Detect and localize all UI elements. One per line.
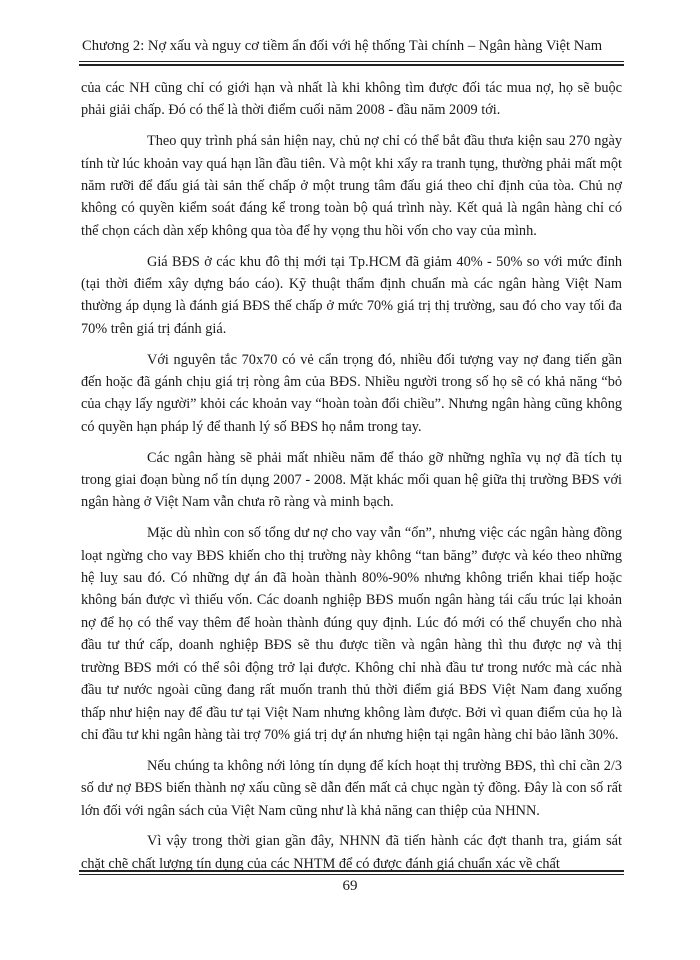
header-rule-thick xyxy=(79,64,624,66)
footer-rule-thin xyxy=(79,874,624,875)
page-number: 69 xyxy=(342,878,358,894)
page-body xyxy=(81,77,622,884)
paragraph: Các ngân hàng sẽ phải mất nhiều năm để tháo gỡ những nghĩa vụ nợ đã tích tụ trong giai đoạn bùng nổ tín dụng 2007 - 2008. Mặt khác mối quan hệ giữa thị trường BĐS với ngân hàng ở Việt Nam vẫn chưa rõ ràng và minh bạch. xyxy=(81,449,622,511)
paragraph: Giá BĐS ở các khu đô thị mới tại Tp.HCM đã giảm 40% - 50% so với mức đỉnh (tại thời điểm xây dựng báo cáo). Kỹ thuật thẩm định chuẩn mà các ngân hàng Việt Nam thường áp dụng là đánh giá BĐS thế chấp ở mức 70% giá trị thị trường, sau đó cho vay tối đa 70% trên giá trị đánh giá. xyxy=(81,253,622,337)
paragraph-continuation: của các NH cũng chỉ có giới hạn và nhất là khi không tìm được đối tác mua nợ, họ sẽ buộc phải giải chấp. Đó có thể là thời điểm cuối năm 2008 - đầu năm 2009 tới. xyxy=(81,80,622,119)
paragraph: Với nguyên tắc 70x70 có vẻ cẩn trọng đó, nhiều đối tượng vay nợ đang tiến gần đến hoặc đã gánh chịu giá trị ròng âm của BĐS. Nhiều người trong số họ sẽ có khả năng “bỏ của chạy lấy người” khỏi các khoản vay “hoàn toàn đổi chiều”. Nhưng ngân hàng cũng không có quyền hạn pháp lý để thanh lý số BĐS họ nắm trong tay. xyxy=(81,351,622,435)
paragraph: Nếu chúng ta không nới lỏng tín dụng để kích hoạt thị trường BĐS, thì chỉ cần 2/3 số dư nợ BĐS biến thành nợ xấu cũng sẽ dẫn đến mất cả chục ngàn tỷ đồng. Đây là con số rất lớn đối với ngân sách của Việt Nam cũng như là khả năng can thiệp của NHNN. xyxy=(81,757,622,819)
paragraph: Vì vậy trong thời gian gần đây, NHNN đã tiến hành các đợt thanh tra, giám sát chặt chẽ chất lượng tín dụng của các NHTM để có được đánh giá chuẩn xác về chất xyxy=(81,833,622,872)
running-header: Chương 2: Nợ xấu và nguy cơ tiềm ẩn đối với hệ thống Tài chính – Ngân hàng Việt Nam xyxy=(82,38,603,54)
paragraph: Theo quy trình phá sản hiện nay, chủ nợ chỉ có thể bắt đầu thưa kiện sau 270 ngày tính từ lúc khoản vay quá hạn lần đầu tiên. Và một khi xẩy ra tranh tụng, thường phải mất một năm rưỡi để đấu giá tài sản thế chấp ở một trung tâm đấu giá theo chỉ định của tòa. Chủ nợ không có quyền kiểm soát đáng kể trong toàn bộ quá trình này. Kết quả là ngân hàng chỉ có thể chọn cách dàn xếp không qua tòa để hy vọng thu hồi vốn cho vay của mình. xyxy=(81,133,622,239)
footer-rule-thick xyxy=(79,870,624,872)
paragraph: Mặc dù nhìn con số tổng dư nợ cho vay vẫn “ổn”, nhưng việc các ngân hàng đồng loạt ngừng cho vay BĐS khiến cho thị trường này không “tan băng” được và kéo theo những hệ luỵ sau đó. Có những dự án đã hoàn thành 80%-90% nhưng không triển khai tiếp hoặc không bán được vì thiếu vốn. Các doanh nghiệp BĐS muốn ngân hàng tái cấu trúc lại khoản nợ để họ có thể vay thêm để hoàn thành đúng quy định. Lúc đó mới có thể chuyển cho nhà đầu tư thứ cấp, doanh nghiệp BĐS sẽ thu được tiền và ngân hàng thì thu được nợ và thị trường BĐS mới có thể sôi động trở lại được. Không chỉ nhà đầu tư trong nước mà các nhà đầu tư nước ngoài cũng đang rất muốn tranh thủ thời điểm giá BĐS Việt Nam đang xuống thấp như hiện nay để đầu tư tại Việt Nam nhưng không làm được. Bởi vì quan điểm của họ là chỉ đầu tư khi ngân hàng tài trợ 70% giá trị dự án nhưng hiện tại ngân hàng chỉ bảo lãnh 30%. xyxy=(81,525,622,743)
header-rule-thin xyxy=(79,61,624,62)
